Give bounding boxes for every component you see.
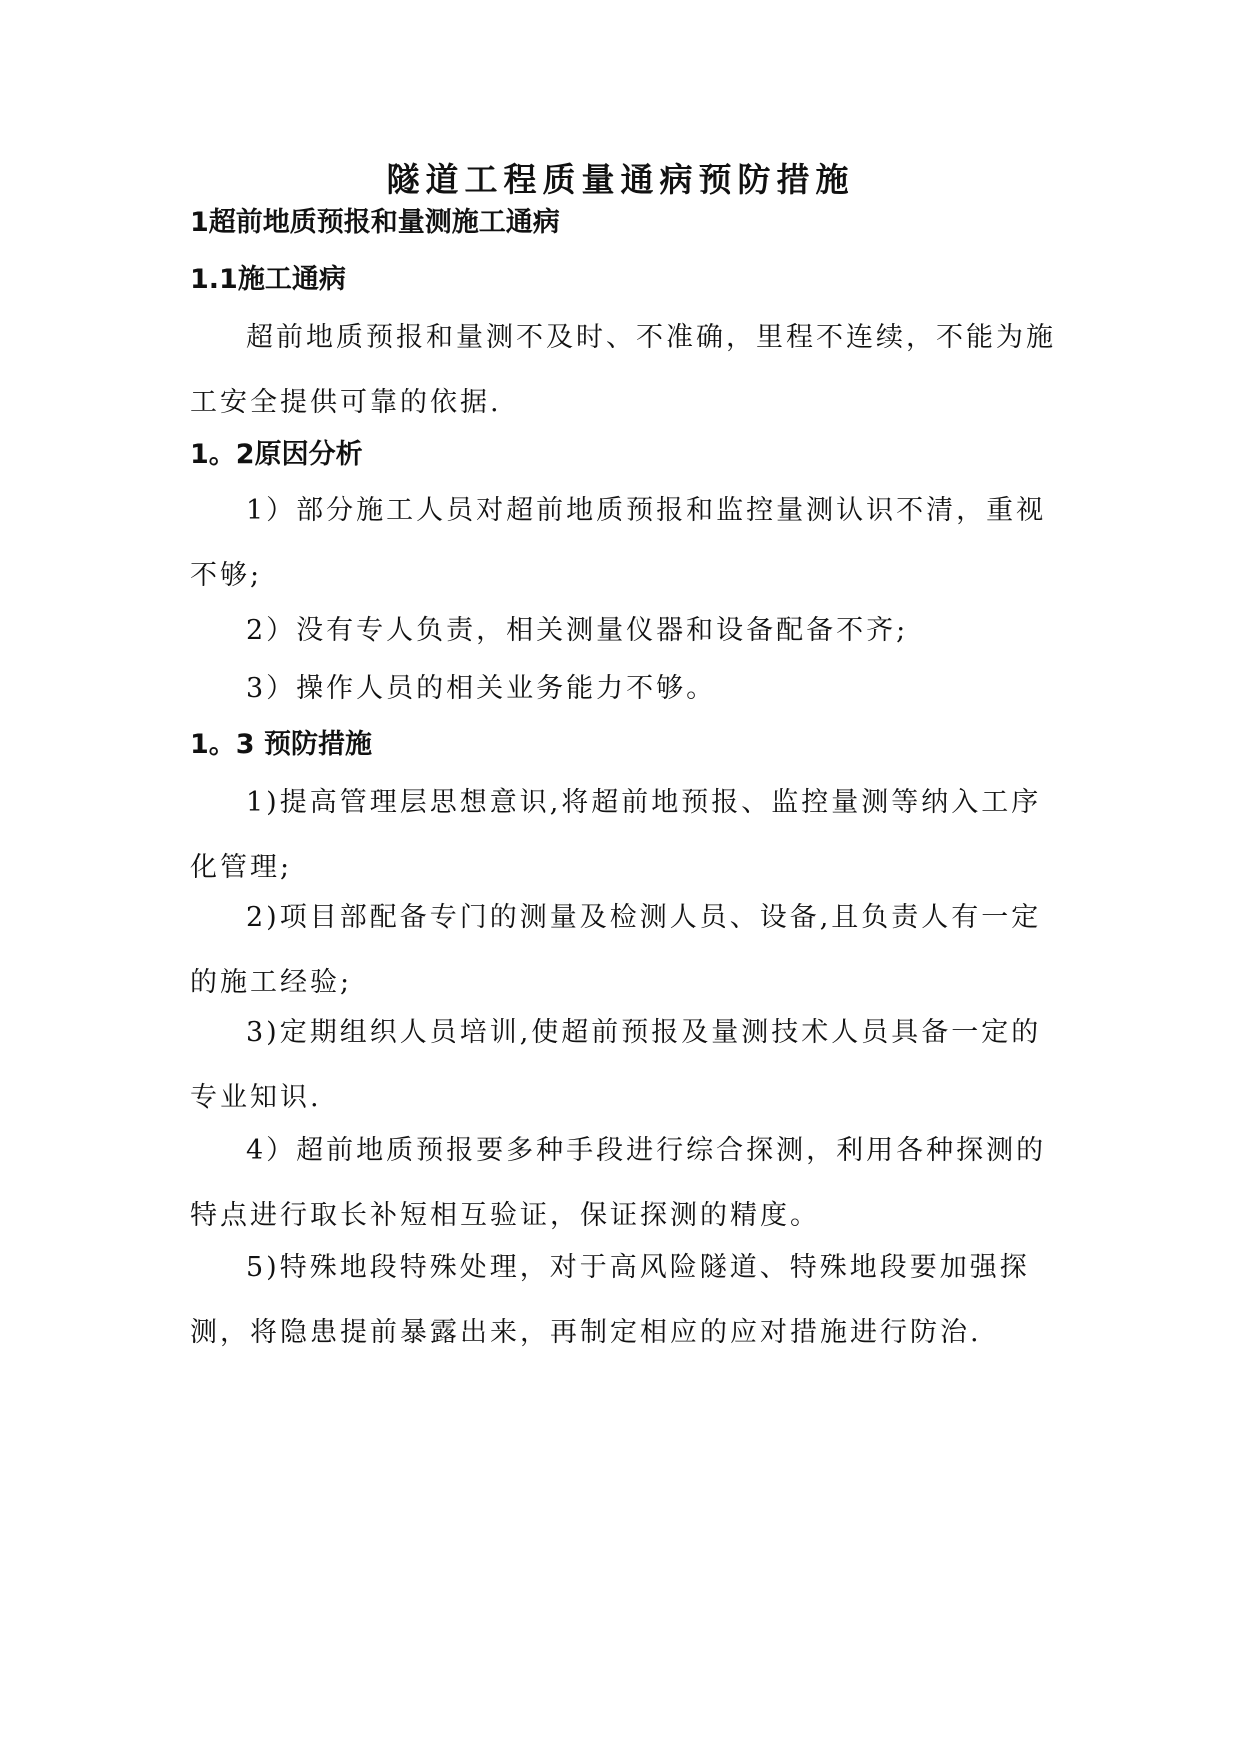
- section-1-heading: 1超前地质预报和量测施工通病: [190, 207, 560, 238]
- subsection-1-1-heading: 1.1施工通病: [190, 264, 346, 295]
- measure-item-3: 3)定期组织人员培训,使超前预报及量测技术人员具备一定的专业知识.: [190, 1017, 1042, 1113]
- measure-item-2: 2)项目部配备专门的测量及检测人员、设备,且负责人有一定的施工经验;: [190, 902, 1042, 998]
- cause-item-3: 3）操作人员的相关业务能力不够。: [246, 673, 717, 704]
- cause-item-2: 2）没有专人负责，相关测量仪器和设备配备不齐;: [246, 615, 909, 646]
- subsection-1-2-heading: 1。2原因分析: [190, 439, 363, 470]
- subsection-1-1-paragraph: 超前地质预报和量测不及时、不准确，里程不连续，不能为施工安全提供可靠的依据.: [190, 322, 1056, 418]
- document-title: 隧道工程质量通病预防措施: [386, 160, 855, 199]
- measure-item-1: 1)提高管理层思想意识,将超前地预报、监控量测等纳入工序化管理;: [190, 787, 1042, 883]
- cause-item-1: 1）部分施工人员对超前地质预报和监控量测认识不清，重视不够;: [190, 495, 1047, 591]
- measure-item-5: 5)特殊地段特殊处理，对于高风险隧道、特殊地段要加强探测，将隐患提前暴露出来，再制定相应的应对措施进行防治.: [190, 1252, 1030, 1348]
- subsection-1-3-heading: 1。3 预防措施: [190, 729, 372, 760]
- measure-item-4: 4）超前地质预报要多种手段进行综合探测，利用各种探测的特点进行取长补短相互验证，保证探测的精度。: [190, 1135, 1047, 1231]
